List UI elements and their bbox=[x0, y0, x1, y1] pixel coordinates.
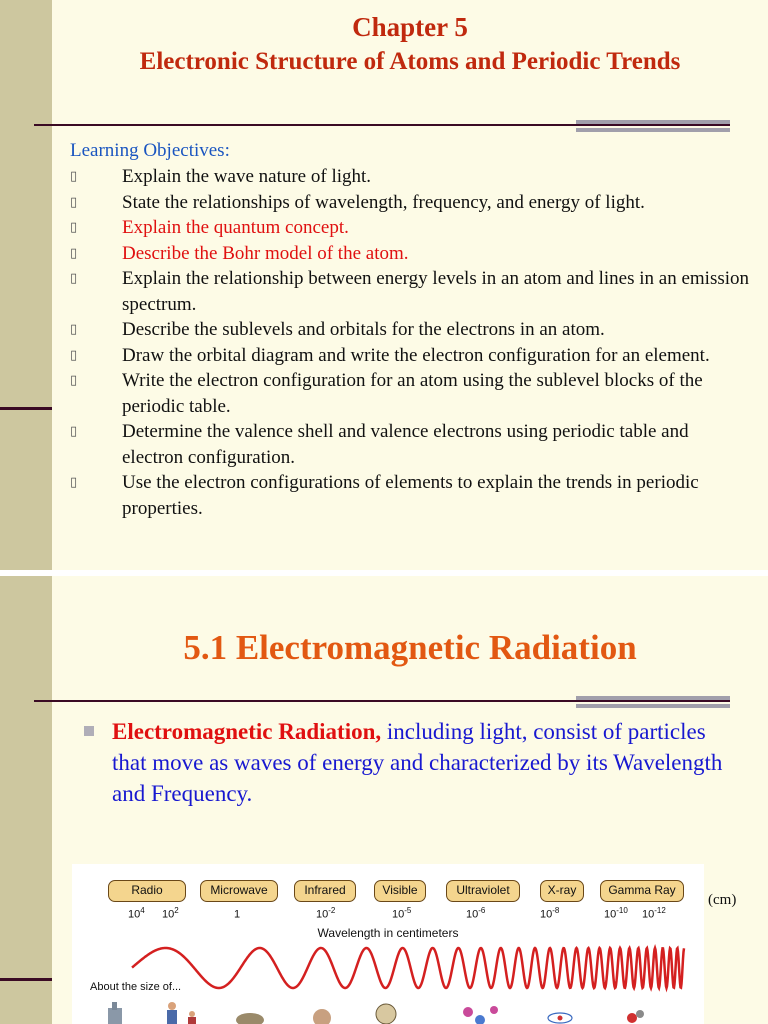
nucleus-icon bbox=[636, 1010, 644, 1018]
nucleus-icon bbox=[627, 1013, 637, 1023]
band-ultraviolet: Ultraviolet bbox=[446, 880, 520, 902]
bullet-icon: ▯ bbox=[70, 271, 78, 286]
slide-sidebar bbox=[0, 576, 52, 1024]
wavelength-label: $10^4$ bbox=[128, 906, 145, 921]
objective-text: Determine the valence shell and valence electrons using periodic table and electron configuration. bbox=[122, 421, 689, 468]
bullet-icon: ▯ bbox=[70, 194, 78, 210]
objective-item bbox=[70, 470, 750, 521]
objectives-list bbox=[70, 164, 750, 521]
objective-text: Describe the sublevels and orbitals for the electrons in an atom. bbox=[122, 319, 605, 340]
objective-text: Write the electron configuration for an atom using the sublevel blocks of the periodic table. bbox=[122, 370, 703, 417]
objective-item bbox=[70, 190, 750, 216]
unit-label: (cm) bbox=[708, 892, 737, 908]
bullet-icon: ▯ bbox=[70, 475, 78, 490]
child-icon bbox=[188, 1017, 196, 1024]
objective-item bbox=[70, 317, 750, 343]
objective-text: Explain the wave nature of light. bbox=[122, 166, 372, 187]
objective-item bbox=[70, 241, 750, 267]
bullet-icon: ▯ bbox=[70, 373, 78, 388]
wavelength-label: $10^{-2}$ bbox=[316, 906, 336, 921]
objective-text: Describe the Bohr model of the atom. bbox=[122, 242, 409, 264]
person-icon bbox=[167, 1010, 177, 1024]
band-gamma-ray: Gamma Ray bbox=[600, 880, 684, 902]
slide-em-radiation bbox=[0, 576, 768, 1024]
bullet-icon: ▯ bbox=[70, 424, 78, 439]
title-accent-bar bbox=[576, 704, 730, 708]
cell-icon bbox=[313, 1009, 331, 1024]
definition-term: Electromagnetic Radiation, bbox=[112, 719, 382, 744]
molecule-icon bbox=[475, 1015, 485, 1024]
building-icon bbox=[112, 1002, 117, 1010]
insect-icon bbox=[236, 1013, 264, 1024]
objective-item bbox=[70, 419, 750, 470]
square-bullet-icon bbox=[84, 726, 94, 736]
bullet-icon: ▯ bbox=[70, 347, 78, 363]
objective-text: Explain the quantum concept. bbox=[122, 217, 349, 238]
objective-item bbox=[70, 343, 750, 369]
person-icon bbox=[168, 1002, 176, 1010]
slide-sidebar bbox=[0, 0, 52, 570]
size-comparison-label: About the size of... bbox=[90, 981, 182, 993]
objective-text: Draw the orbital diagram and write the electron configuration for an element. bbox=[122, 344, 710, 366]
title-accent-bar bbox=[576, 128, 730, 132]
objectives-heading: Learning Objectives: bbox=[70, 140, 230, 161]
wavelength-label: $10^{-6}$ bbox=[466, 906, 486, 921]
title-accent-bar bbox=[576, 120, 730, 124]
objective-item bbox=[70, 266, 750, 317]
size-comparison-illustrations bbox=[72, 996, 704, 1024]
chapter-heading: Chapter 5 bbox=[352, 12, 468, 42]
title-divider bbox=[34, 124, 730, 126]
bullet-icon: ▯ bbox=[70, 322, 78, 337]
objective-text: State the relationships of wavelength, frequency, and energy of light. bbox=[122, 191, 645, 213]
wavelength-label: $10^{-12}$ bbox=[642, 906, 666, 921]
objective-item bbox=[70, 215, 750, 241]
objective-text: Explain the relationship between energy levels in an atom and lines in an emission spectrum. bbox=[122, 268, 750, 315]
wavelength-caption: Wavelength in centimeters bbox=[317, 926, 459, 940]
molecule-icon bbox=[463, 1007, 473, 1017]
sidebar-divider bbox=[0, 978, 52, 981]
molecule-icon bbox=[490, 1006, 498, 1014]
wavelength-label: $10^2$ bbox=[162, 906, 179, 921]
objective-item bbox=[70, 368, 750, 419]
virus-icon bbox=[376, 1004, 396, 1024]
em-wave bbox=[132, 948, 684, 988]
objective-text: Use the electron configurations of elements to explain the trends in periodic properties. bbox=[122, 472, 699, 519]
title-divider bbox=[34, 700, 730, 702]
wavelength-label: $10^{-5}$ bbox=[392, 906, 412, 921]
band-visible: Visible bbox=[374, 880, 426, 902]
bullet-icon: ▯ bbox=[70, 245, 78, 261]
definition-text: including light, consist of particles that move as waves of energy and characterized by its Wavelength and Frequency. bbox=[112, 719, 723, 806]
objective-item bbox=[70, 164, 750, 190]
building-icon bbox=[108, 1008, 122, 1024]
wavelength-label: $10^{-10}$ bbox=[604, 906, 628, 921]
sidebar-divider bbox=[0, 407, 52, 410]
band-microwave: Microwave bbox=[200, 880, 278, 902]
title-accent-bar bbox=[576, 696, 730, 700]
wavelength-label: 1 bbox=[234, 908, 241, 921]
band-x-ray: X-ray bbox=[540, 880, 584, 902]
band-radio: Radio bbox=[108, 880, 186, 902]
band-infrared: Infrared bbox=[294, 880, 356, 902]
child-icon bbox=[189, 1011, 195, 1017]
section-title: 5.1 Electromagnetic Radiation bbox=[183, 628, 637, 667]
chapter-title: Electronic Structure of Atoms and Periodic Trends bbox=[139, 48, 681, 75]
em-spectrum-figure bbox=[72, 864, 704, 1024]
bullet-icon: ▯ bbox=[70, 220, 78, 235]
bullet-icon: ▯ bbox=[70, 169, 78, 184]
definition-paragraph bbox=[112, 716, 742, 809]
atom-icon bbox=[558, 1016, 563, 1021]
wavelength-label: $10^{-8}$ bbox=[540, 906, 560, 921]
